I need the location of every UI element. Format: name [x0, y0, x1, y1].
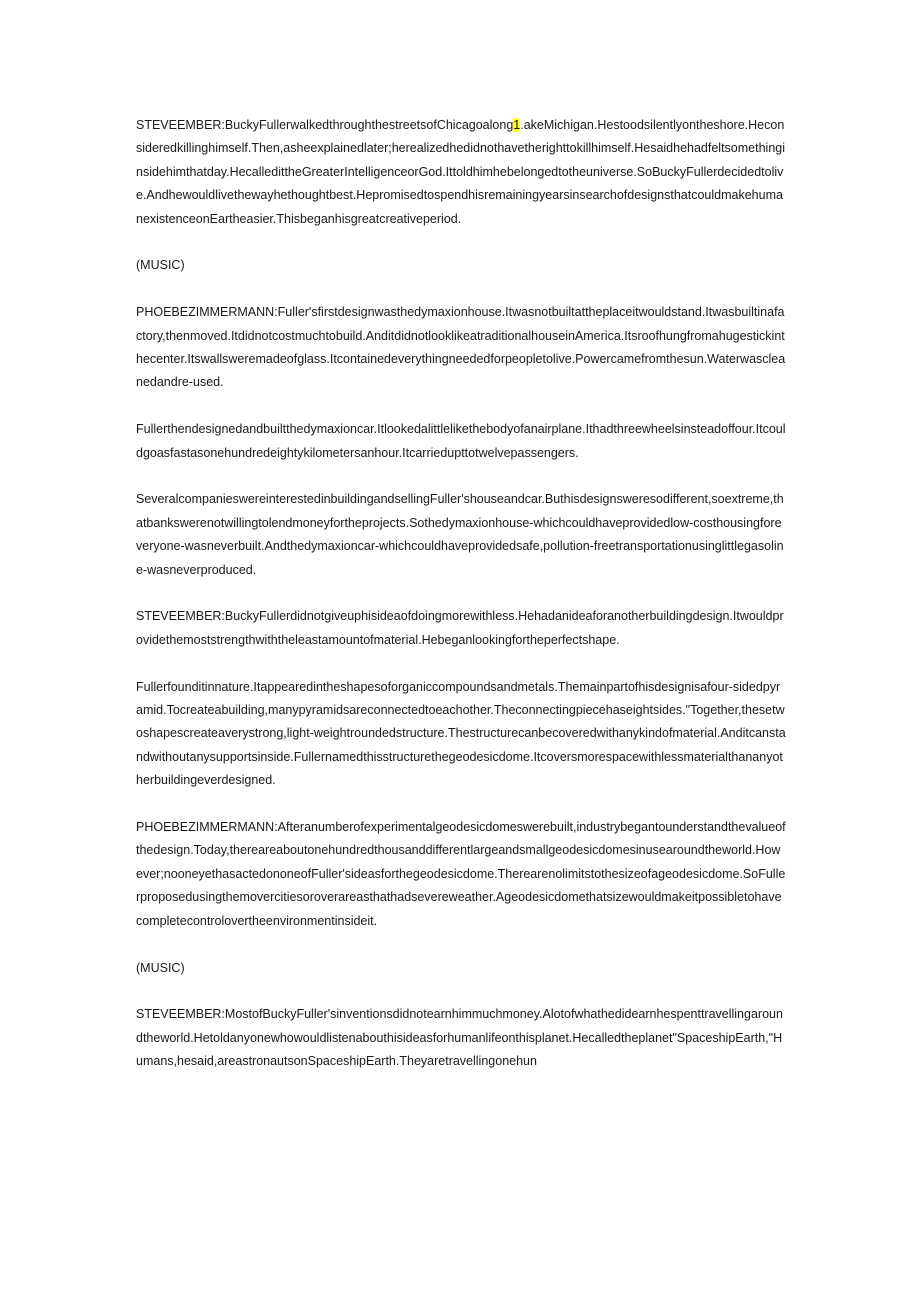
paragraph-6: STEVEEMBER:BuckyFullerdidnotgiveuphisideaofdoingmorewithless.Hehadanideaforanotherbuildingdesign.Itwouldprovidethemoststrengthwiththeleastamountofmaterial.Hebeganlookingfortheperfectshape.	[136, 609, 784, 647]
paragraph-8: PHOEBEZIMMERMANN:Afteranumberofexperimentalgeodesicdomeswerebuilt,industrybegantounderstandthevalueofthedesign.Today,thereareaboutonehundredthousanddifferentlargeandsmallgeodesicdomesinusearoundtheworld.However;nooneyethasactedononeofFuller'sideasforthegeodesicdome.Therearenolimitstothesizeofageodesicdome.SoFullerproposedusingthemovercitiesoroverareasthathadsevereweather.Ageodesicdomethatsizewouldmakeitpossibletohavecompletecontrolovertheenvironmentinsideit.	[136, 820, 786, 928]
paragraph-music-1: (MUSIC)	[136, 258, 185, 273]
paragraph-7: Fullerfounditinnature.Itappearedintheshapesoforganiccompoundsandmetals.Themainpartofhisdesignisafour-sidedpyramid.Tocreateabuilding,manypyramidsareconnectedtoeachother.Theconnectingpiecehaseightsides."Together,thesetwoshapescreateaverystrong,light-weightroundedstructure.Thestructurecanbecoveredwithanykindofmaterial.Anditcanstandwithoutanysupportsinside.Fullernamedthisstructurethegeodesicdome.Itcoversmorespacewithlessmaterialthananyotherbuildingeverdesigned.	[136, 679, 786, 788]
paragraph-4: Fullerthendesignedandbuiltthedymaxioncar.Itlookedalittlelikethebodyofanairplane.Ithadthreewheelsinsteadoffour.Itcouldgoasfastasonehundredeightykilometersanhour.Itcarriedupttotwelvepassengers.	[136, 422, 786, 460]
paragraph-3: PHOEBEZIMMERMANN:Fuller'sfirstdesignwasthedymaxionhouse.Itwasnotbuiltattheplaceitwouldstand.Itwasbuiltinafactory,thenmoved.Itdidnotcostmuchtobuild.AnditdidnotlooklikeatraditionalhouseinAmerica.Itsroofhungfromahugestickinthecenter.Itswallsweremadeofglass.Itcontainedeverythingneededforpeopletolive.Powercamefromthesun.Waterwascleanedandre-used.	[136, 305, 786, 390]
highlighted-text: 1	[513, 118, 521, 132]
paragraph-5: SeveralcompanieswereinterestedinbuildingandsellingFuller'shouseandcar.Buthisdesignsweresodifferent,soextreme,thatbankswerenotwillingtolendmoneyfortheprojects.Sothedymaxionhouse-whichcouldhaveprovidedlow-costhousingforeveryone-wasneverbuilt.Andthedymaxioncar-whichcouldhaveprovidedsafe,pollution-freetransportationusinglittlegasoline-wasneverproduced.	[136, 492, 784, 577]
paragraph-music-2: (MUSIC)	[136, 960, 185, 975]
document-page	[136, 114, 786, 1097]
paragraph-1	[136, 114, 786, 231]
paragraph-1-text-end: .akeMichigan.Hestoodsilentlyontheshore.Heconsideredkillinghimself.Then,asheexplainedlater;herealizedhedidnothavetherighttokillhimself.Hesaidhehadfeltsomethinginsidehimthatday.HecalledittheGreaterIntelligenceorGod.Ittoldhimhebelongedtotheuniverse.SoBuckyFullerdecidedtolive.Andhewouldlivethewayhethoughtbest.HepromisedtospendhisremainingyearsinsearchofdesignsthatcouldmakehumanexistenceonEarthеasier.Thisbeganhisgreatcreativeperiod.	[136, 118, 786, 226]
paragraph-10: STEVEEMBER:MostofBuckyFuller'sinventionsdidnotearnhimmuchmoney.Alotofwhathedidearnhespenttravellingaroundtheworld.Hetoldanyonewhowouldlistenabouthisideasforhumanlifeonthisplanet.Hecalledtheplanet"SpaceshipEarth,"Humans,hesaid,areastronautsonSpaceshipEarth.Theyaretravellingonehun	[136, 1007, 783, 1069]
paragraph-1-text-start: STEVEEMBER:BuckyFullerwalkedthroughthestreetsofChicagoalong	[136, 118, 514, 132]
